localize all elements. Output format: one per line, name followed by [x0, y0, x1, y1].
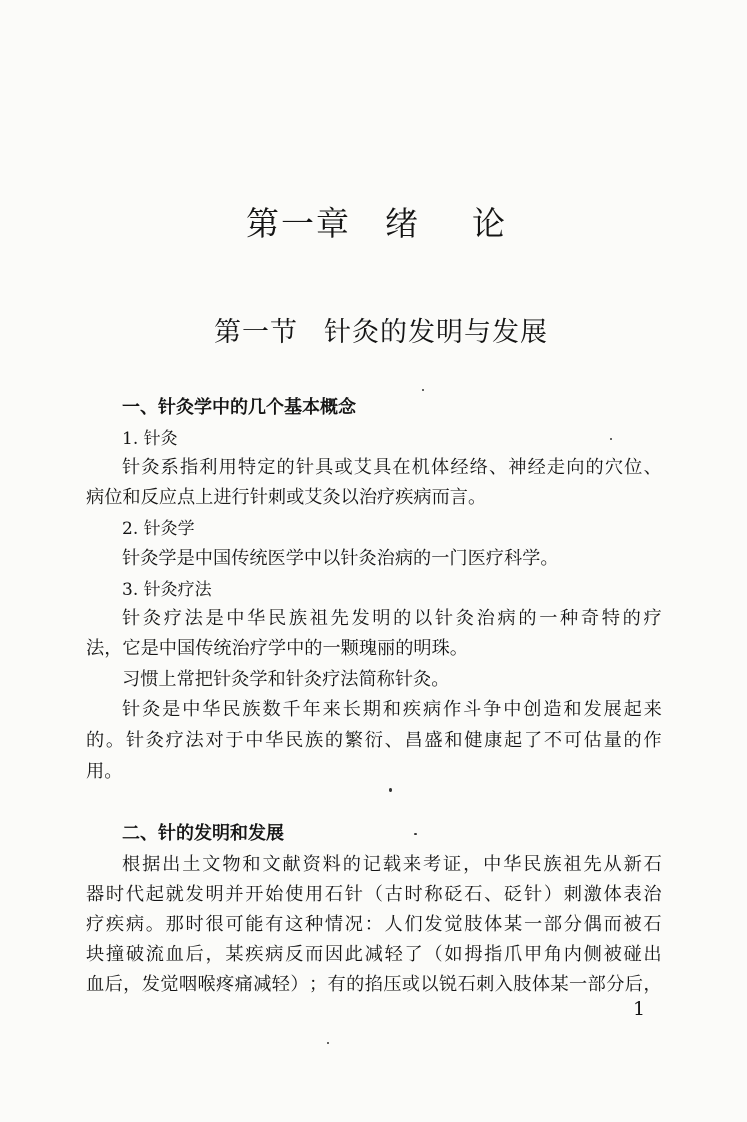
paragraph-line: 针灸学是中国传统医学中以针灸治病的一门医疗科学。 [122, 548, 559, 569]
chapter-title-b: 论 [472, 204, 507, 243]
scan-speck [610, 438, 612, 440]
paragraph-line: 器 时 代 起 就 发 明 并 开 始 使 用 石 针 （ 古 时 称 砭 石 、 砭 针 ） 刺 激 体 表 治 [86, 884, 662, 905]
paragraph-line: 用。 [86, 761, 123, 782]
paragraph-line: 针 灸 系 指 利 用 特 定 的 针 具 或 艾 具 在 机 体 经 络 、 神 经 走 向 的 穴 位 、 [122, 457, 662, 478]
paragraph-line: 血 后 ， 发 觉 咽 喉 疼 痛 减 轻 ） ； 有 的 掐 压 或 以 锐 石 刺 入 肢 体 某 一 部 分 后 ， [86, 974, 662, 995]
paragraph-line: 根 据 出 土 文 物 和 文 献 资 料 的 记 载 来 考 证 ， 中 华 民 族 祖 先 从 新 石 [122, 854, 662, 875]
item1-title: 1. 针灸 [122, 429, 178, 449]
section-title [214, 310, 548, 349]
paragraph-line: 疗 疾 病 。 那 时 很 可 能 有 这 种 情 况 ： 人 们 发 觉 肢 体 某 一 部 分 偶 而 被 石 [86, 914, 662, 935]
chapter-number: 第一章 [246, 204, 351, 243]
scan-speck [422, 389, 424, 391]
paragraph-line: 块 撞 破 流 血 后 ， 某 疾 病 反 而 因 此 减 轻 了 （ 如 拇 指 爪 甲 角 内 侧 被 碰 出 [86, 944, 662, 965]
scan-speck [389, 788, 392, 792]
section2-heading: 二、针的发明和发展 [122, 823, 284, 844]
paragraph-line: 病位和反应点上进行针刺或艾灸以治疗疾病而言。 [86, 487, 487, 508]
section1-heading: 一、针灸学中的几个基本概念 [122, 397, 356, 418]
paragraph-line: 针 灸 疗 法 是 中 华 民 族 祖 先 发 明 的 以 针 灸 治 病 的 一 种 奇 特 的 疗 [122, 608, 662, 629]
section-name: 针灸的发明与发展 [324, 317, 548, 348]
paragraph-line: 法，它是中国传统治疗学中的一颗瑰丽的明珠。 [86, 638, 468, 659]
paragraph-line: 习惯上常把针灸学和针灸疗法简称针灸。 [122, 669, 450, 690]
page-number: 1 [633, 998, 646, 1020]
paragraph-line: 针 灸 是 中 华 民 族 数 千 年 来 长 期 和 疾 病 作 斗 争 中 创 造 和 发 展 起 来 [122, 699, 662, 720]
scan-speck [327, 1042, 329, 1044]
paragraph-line: 的 。 针 灸 疗 法 对 于 中 华 民 族 的 繁 衍 、 昌 盛 和 健 康 起 了 不 可 估 量 的 作 [86, 730, 662, 751]
item2-title: 2. 针灸学 [122, 519, 195, 539]
item3-title: 3. 针灸疗法 [122, 580, 212, 600]
section-number: 第一节 [214, 317, 298, 348]
scan-speck [414, 833, 417, 835]
chapter-title-a: 绪 [385, 204, 420, 243]
chapter-title [246, 198, 507, 245]
